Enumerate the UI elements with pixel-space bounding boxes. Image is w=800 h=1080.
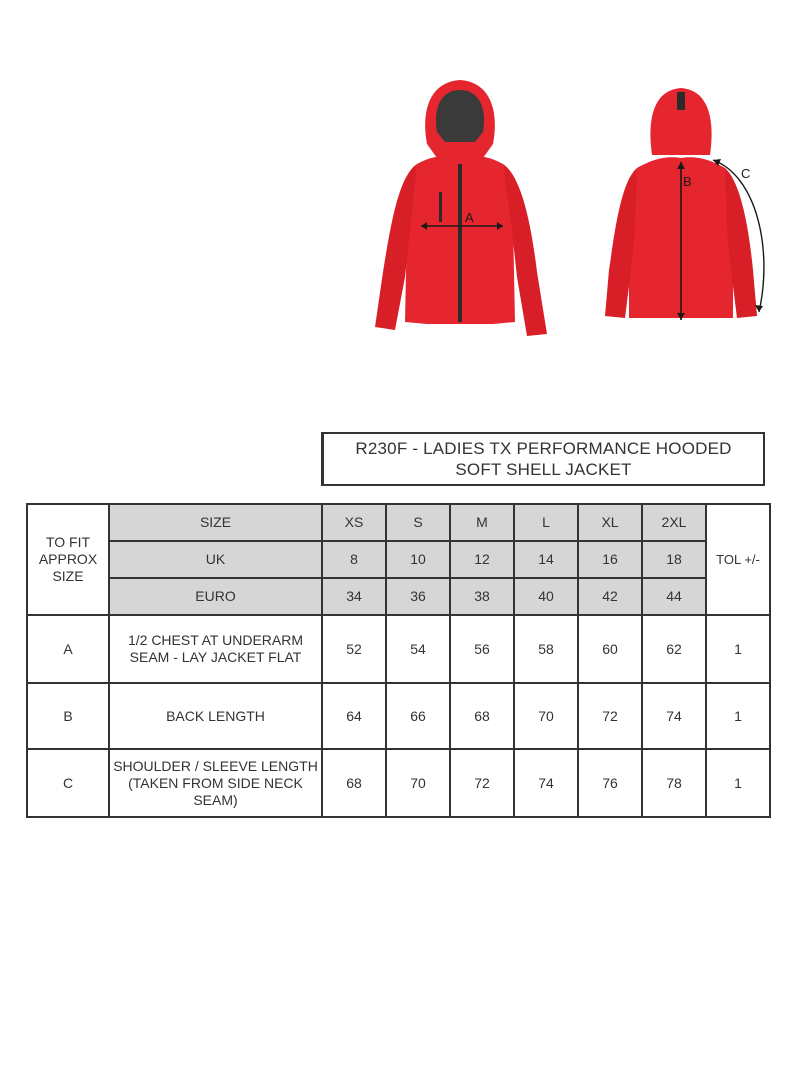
euro-size-cell: 42 [578, 578, 642, 615]
measurement-value: 70 [386, 749, 450, 817]
product-title-line-1: R230F - LADIES TX PERFORMANCE HOODED [355, 439, 732, 458]
uk-size-cell: 16 [578, 541, 642, 578]
measurement-code: A [27, 615, 109, 683]
uk-size-row [27, 541, 770, 578]
measure-a-label: A [465, 210, 474, 225]
uk-size-cell: 18 [642, 541, 706, 578]
measurement-value: 54 [386, 615, 450, 683]
measurement-label: 1/2 CHEST AT UNDERARM SEAM - LAY JACKET FLAT [109, 615, 322, 683]
size-chart-table [26, 503, 771, 818]
euro-size-cell: 38 [450, 578, 514, 615]
tolerance-value: 1 [706, 683, 770, 749]
uk-size-cell: 14 [514, 541, 578, 578]
measurement-value: 58 [514, 615, 578, 683]
measurement-value: 74 [642, 683, 706, 749]
measurement-row-b [27, 683, 770, 749]
measurement-value: 66 [386, 683, 450, 749]
measurement-value: 64 [322, 683, 386, 749]
euro-size-cell: 36 [386, 578, 450, 615]
measurement-value: 52 [322, 615, 386, 683]
measurement-label: BACK LENGTH [109, 683, 322, 749]
measurement-value: 56 [450, 615, 514, 683]
measurement-value: 62 [642, 615, 706, 683]
size-cell: M [450, 504, 514, 541]
measurement-row-a [27, 615, 770, 683]
measurement-value: 60 [578, 615, 642, 683]
size-header-row [27, 504, 770, 541]
size-cell: XL [578, 504, 642, 541]
size-row-label: SIZE [109, 504, 322, 541]
size-cell: XS [322, 504, 386, 541]
uk-size-cell: 12 [450, 541, 514, 578]
euro-row-label: EURO [109, 578, 322, 615]
measurement-value: 68 [322, 749, 386, 817]
measurement-code: B [27, 683, 109, 749]
measurement-value: 72 [578, 683, 642, 749]
uk-size-cell: 10 [386, 541, 450, 578]
product-title-box [321, 432, 765, 486]
measurement-value: 74 [514, 749, 578, 817]
jacket-front-illustration [365, 72, 560, 347]
measurement-value: 72 [450, 749, 514, 817]
tolerance-value: 1 [706, 615, 770, 683]
euro-size-cell: 44 [642, 578, 706, 615]
measure-b-label: B [683, 174, 692, 189]
size-cell: L [514, 504, 578, 541]
product-title-line-2: SOFT SHELL JACKET [455, 460, 632, 479]
jacket-back-illustration [597, 80, 772, 330]
uk-row-label: UK [109, 541, 322, 578]
measure-c-label: C [741, 166, 751, 181]
fit-approx-size-label: TO FIT APPROX SIZE [27, 504, 109, 615]
measurement-code: C [27, 749, 109, 817]
euro-size-cell: 34 [322, 578, 386, 615]
measurement-value: 70 [514, 683, 578, 749]
measurement-value: 76 [578, 749, 642, 817]
size-cell: 2XL [642, 504, 706, 541]
measurement-label: SHOULDER / SLEEVE LENGTH (TAKEN FROM SIDE NECK SEAM) [109, 749, 322, 817]
measurement-value: 78 [642, 749, 706, 817]
uk-size-cell: 8 [322, 541, 386, 578]
euro-size-cell: 40 [514, 578, 578, 615]
size-cell: S [386, 504, 450, 541]
measurement-value: 68 [450, 683, 514, 749]
euro-size-row [27, 578, 770, 615]
tolerance-header: TOL +/- [706, 504, 770, 615]
tolerance-value: 1 [706, 749, 770, 817]
measurement-row-c [27, 749, 770, 817]
